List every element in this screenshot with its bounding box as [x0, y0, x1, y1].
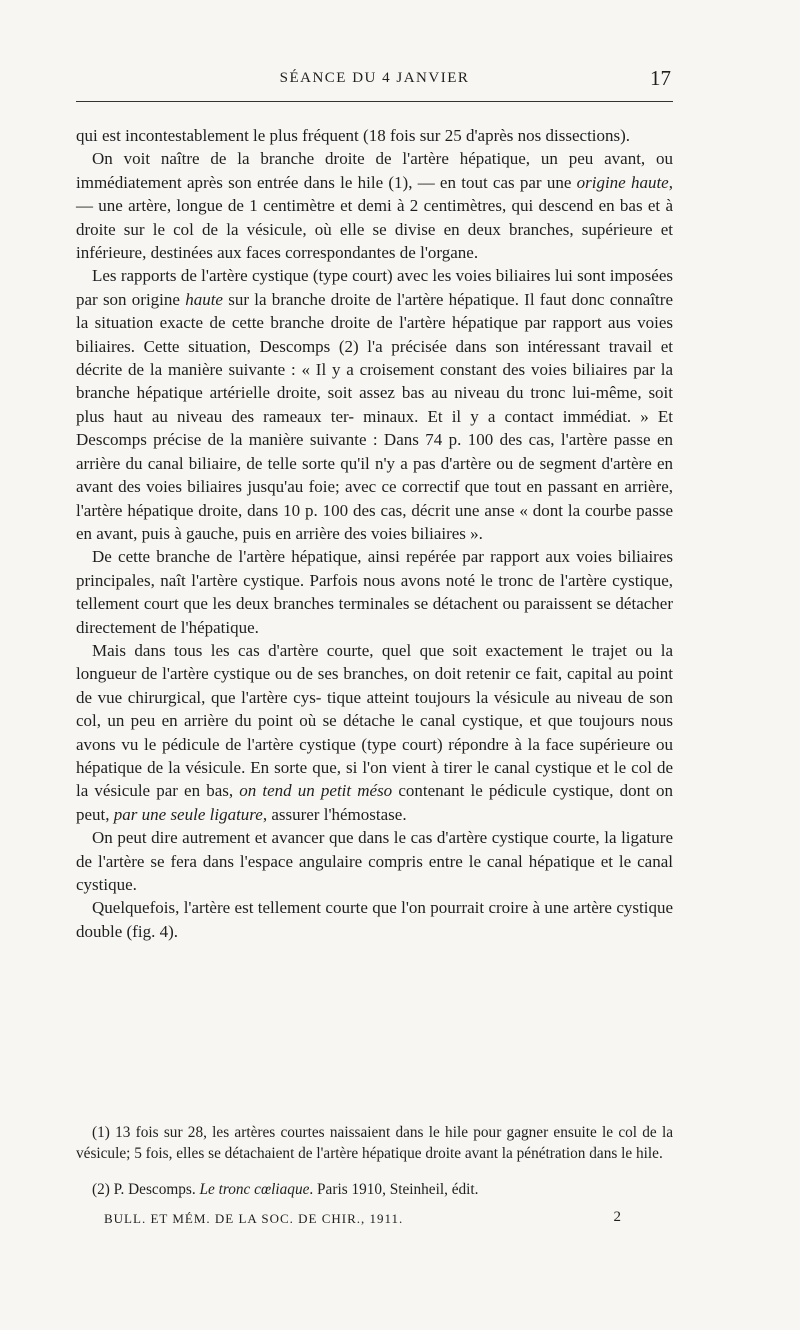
paragraph-1: qui est incontestablement le plus fréquent (18 fois sur 25 d'après nos dissections).	[76, 126, 631, 145]
signature-mark: 2	[613, 1209, 622, 1225]
page-footer	[104, 1211, 622, 1233]
footnote-2	[76, 1179, 673, 1200]
running-title: SÉANCE DU 4 JANVIER	[279, 70, 470, 86]
paragraph-5: Mais dans tous les cas d'artère courte, quel que soit exactement le trajet ou la longueur de l'artère cystique ou de ses branches, on doit retenir ce fait, capital au point de vue chirurgical, que l'artère cys- tique atteint toujours la vésicule au niveau de son col, un peu en arrière du point où se détache le canal cystique, et que toujours nous avons vu le pédicule de l'artère cystique (type court) répondre à la face supérieure ou hépatique de la vésicule. En sorte que, si l'on vient à tirer le canal cystique et le col de la vésicule par en bas, on tend un petit méso contenant le pédicule cystique, dont on peut, par une seule ligature, assurer l'hémostase.	[76, 640, 673, 824]
header-rule	[76, 101, 673, 102]
paragraph-7: Quelquefois, l'artère est tellement courte que l'on pourrait croire à une artère cystique double (fig. 4).	[76, 898, 673, 941]
paragraph-2: On voit naître de la branche droite de l'artère hépatique, un peu avant, ou immédiatement après son entrée dans le hile (1), — en tout cas par une origine haute, — une artère, longue de 1 centimètre et demi à 2 centimètres, qui descend en bas et à droite sur le col de la vésicule, où elle se divise en deux branches, supérieure et inférieure, destinées aux faces correspondantes de l'organe.	[76, 149, 673, 263]
footnote-1-text: (1) 13 fois sur 28, les artères courtes naissaient dans le hile pour gagner ensuite le col de la vésicule; 5 fois, elles se détachaient de l'artère hépatique droite avant la pénétration dans le hile.	[76, 1124, 673, 1162]
footnote-1	[76, 1122, 673, 1164]
paragraph-6: On peut dire autrement et avancer que dans le cas d'artère cystique courte, la ligature de l'artère se fera dans l'espace angulaire compris entre le canal hépatique et le canal cystique.	[76, 828, 673, 894]
paragraph-4: De cette branche de l'artère hépatique, ainsi repérée par rapport aux voies biliaires principales, naît l'artère cystique. Parfois nous avons noté le tronc de l'artère cystique, tellement court que les deux branches terminales se détachent ou paraissent se détacher directement de l'hépatique.	[76, 547, 673, 637]
page-number: 17	[650, 66, 671, 90]
journal-reference: BULL. ET MÉM. DE LA SOC. DE CHIR., 1911.	[104, 1211, 404, 1226]
paragraph-3: Les rapports de l'artère cystique (type court) avec les voies biliaires lui sont imposées par son origine haute sur la branche droite de l'artère hépatique. Il faut donc connaître la situation exacte de cette branche droite de l'artère hépatique par rapport aus voies biliaires. Cette situation, Descomps (2) l'a précisée dans son intéressant travail et décrite de la manière suivante : « Il y a croisement constant des voies biliaires par la branche hépatique artérielle droite, soit assez bas au niveau du tronc lui-même, soit plus haut au niveau des rameaux ter- minaux. Et il y a contact immédiat. » Et Descomps précise de la manière suivante : Dans 74 p. 100 des cas, l'artère passe en arrière du canal biliaire, de telle sorte qu'il n'y a pas d'artère ou de segment d'artère en avant des voies biliaires jusqu'au foie; avec ce correctif que tout en passant en arrière, l'artère hépatique droite, dans 10 p. 100 des cas, décrit une anse « dont la courbe passe en avant, puis à gauche, puis en arrière des voies biliaires ».	[76, 266, 673, 543]
footnote-2-text: (2) P. Descomps. Le tronc cœliaque. Paris 1910, Steinheil, édit.	[92, 1181, 479, 1198]
body-text	[76, 124, 673, 943]
running-header	[76, 66, 673, 96]
